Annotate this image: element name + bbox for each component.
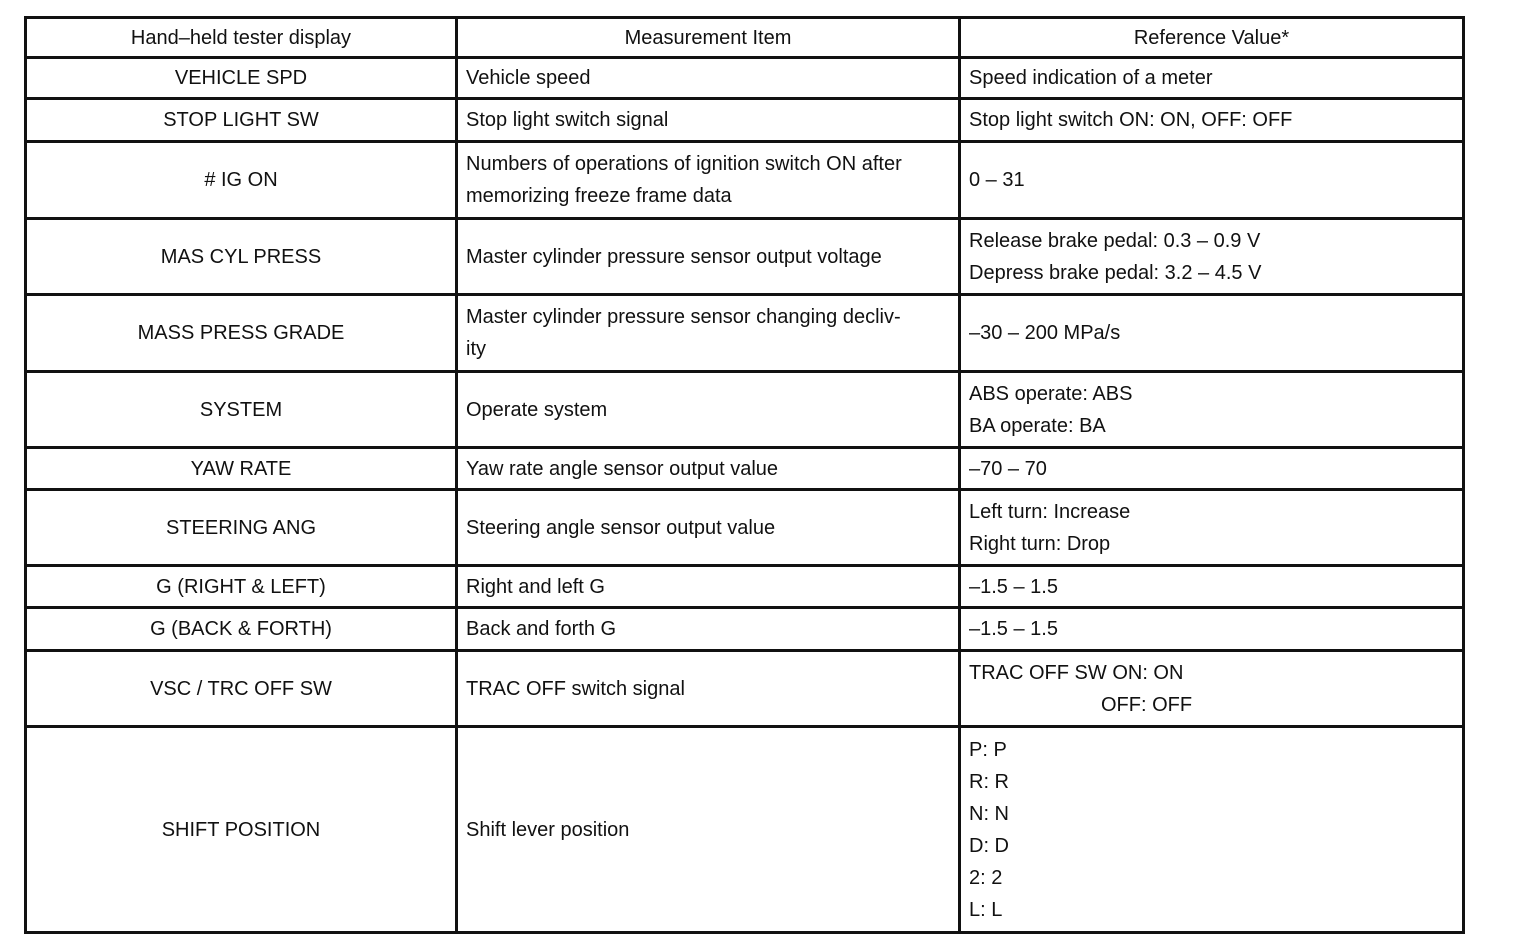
tester-display-cell: MASS PRESS GRADE [26, 295, 457, 372]
reference-value-cell-line: –1.5 – 1.5 [969, 618, 1058, 640]
reference-value-cell [960, 727, 1464, 933]
table-row [26, 372, 1464, 448]
measurement-item-cell [457, 608, 960, 651]
measurement-item-cell-line: Vehicle speed [466, 67, 591, 89]
reference-value-cell-line: 2: 2 [969, 866, 1003, 889]
table-row [26, 448, 1464, 490]
reference-value-cell-line: Release brake pedal: 0.3 – 0.9 V [969, 229, 1261, 252]
tester-display-cell: VSC / TRC OFF SW [26, 651, 457, 727]
reference-value-cell-line: P: P [969, 738, 1007, 761]
reference-value-cell-line: BA operate: BA [969, 414, 1106, 437]
reference-value-cell-line: TRAC OFF SW ON: ON [969, 661, 1184, 684]
tester-display-cell: STOP LIGHT SW [26, 99, 457, 142]
reference-value-cell-line: Depress brake pedal: 3.2 – 4.5 V [969, 261, 1262, 284]
measurement-item-cell [457, 566, 960, 608]
tester-display-cell: MAS CYL PRESS [26, 219, 457, 295]
measurement-item-cell [457, 295, 960, 372]
table-row [26, 651, 1464, 727]
reference-value-cell [960, 295, 1464, 372]
reference-value-cell-line: OFF: OFF [1101, 693, 1193, 716]
table-row [26, 608, 1464, 651]
table-row [26, 219, 1464, 295]
measurement-item-cell-line: Stop light switch signal [466, 109, 669, 131]
reference-value-cell-line: L: L [969, 898, 1003, 921]
measurement-item-cell-line: Back and forth G [466, 618, 617, 640]
measurement-item-cell-line: Master cylinder pressure sensor output voltage [466, 245, 882, 268]
table-row [26, 490, 1464, 566]
measurement-item-cell-line: Operate system [466, 398, 608, 421]
reference-value-cell-line: –30 – 200 MPa/s [969, 322, 1121, 344]
measurement-item-cell-line: Right and left G [466, 575, 605, 598]
measurement-item-cell [457, 651, 960, 727]
reference-value-cell [960, 58, 1464, 99]
reference-value-cell-line: 0 – 31 [969, 169, 1025, 191]
table-row [26, 566, 1464, 608]
reference-value-cell [960, 219, 1464, 295]
header-measurement-item: Measurement Item [457, 18, 960, 58]
measurement-item-cell-line: Steering angle sensor output value [466, 516, 776, 539]
tester-display-cell: VEHICLE SPD [26, 58, 457, 99]
reference-value-cell-line: Stop light switch ON: ON, OFF: OFF [969, 109, 1293, 131]
reference-value-cell-line: –1.5 – 1.5 [969, 575, 1058, 598]
header-reference-value: Reference Value* [960, 18, 1464, 58]
reference-value-cell [960, 448, 1464, 490]
tester-display-cell: STEERING ANG [26, 490, 457, 566]
measurement-item-cell-line: Yaw rate angle sensor output value [466, 457, 779, 480]
reference-value-cell-line: R: R [969, 770, 1009, 793]
measurement-item-cell [457, 490, 960, 566]
tester-display-cell: G (RIGHT & LEFT) [26, 566, 457, 608]
table-header-row [26, 18, 1464, 58]
reference-value-table [24, 16, 1465, 934]
reference-value-cell [960, 490, 1464, 566]
tester-display-cell: SYSTEM [26, 372, 457, 448]
measurement-item-cell [457, 58, 960, 99]
tester-display-cell: # IG ON [26, 142, 457, 219]
measurement-item-cell-line: Numbers of operations of ignition switch ON after [466, 153, 902, 175]
measurement-item-cell-line: Shift lever position [466, 818, 630, 841]
measurement-item-cell [457, 448, 960, 490]
reference-value-cell-line: Left turn: Increase [969, 500, 1131, 523]
measurement-item-cell [457, 142, 960, 219]
reference-value-cell [960, 566, 1464, 608]
tester-display-cell: SHIFT POSITION [26, 727, 457, 933]
reference-value-cell-line: Right turn: Drop [969, 532, 1111, 555]
tester-display-cell: G (BACK & FORTH) [26, 608, 457, 651]
table-row [26, 142, 1464, 219]
table-row [26, 295, 1464, 372]
measurement-item-cell-line: ity [466, 338, 486, 360]
measurement-item-cell [457, 372, 960, 448]
reference-value-cell [960, 142, 1464, 219]
measurement-item-cell-line: Master cylinder pressure sensor changing decliv- [466, 306, 901, 328]
measurement-item-cell [457, 219, 960, 295]
measurement-item-cell [457, 99, 960, 142]
measurement-item-cell-line: TRAC OFF switch signal [466, 677, 685, 700]
table-row [26, 58, 1464, 99]
measurement-item-cell [457, 727, 960, 933]
reference-value-cell-line: ABS operate: ABS [969, 382, 1133, 405]
table-body [26, 58, 1464, 933]
reference-value-cell-line: D: D [969, 834, 1009, 857]
reference-value-cell-line: –70 – 70 [969, 457, 1047, 480]
reference-value-cell [960, 372, 1464, 448]
reference-value-cell [960, 99, 1464, 142]
header-tester-display: Hand–held tester display [26, 18, 457, 58]
measurement-item-cell-line: memorizing freeze frame data [466, 185, 732, 207]
reference-value-cell [960, 608, 1464, 651]
tester-display-cell: YAW RATE [26, 448, 457, 490]
reference-value-cell [960, 651, 1464, 727]
reference-value-cell-line: Speed indication of a meter [969, 67, 1213, 89]
reference-value-cell-line: N: N [969, 802, 1009, 825]
table-row [26, 727, 1464, 933]
table-row [26, 99, 1464, 142]
